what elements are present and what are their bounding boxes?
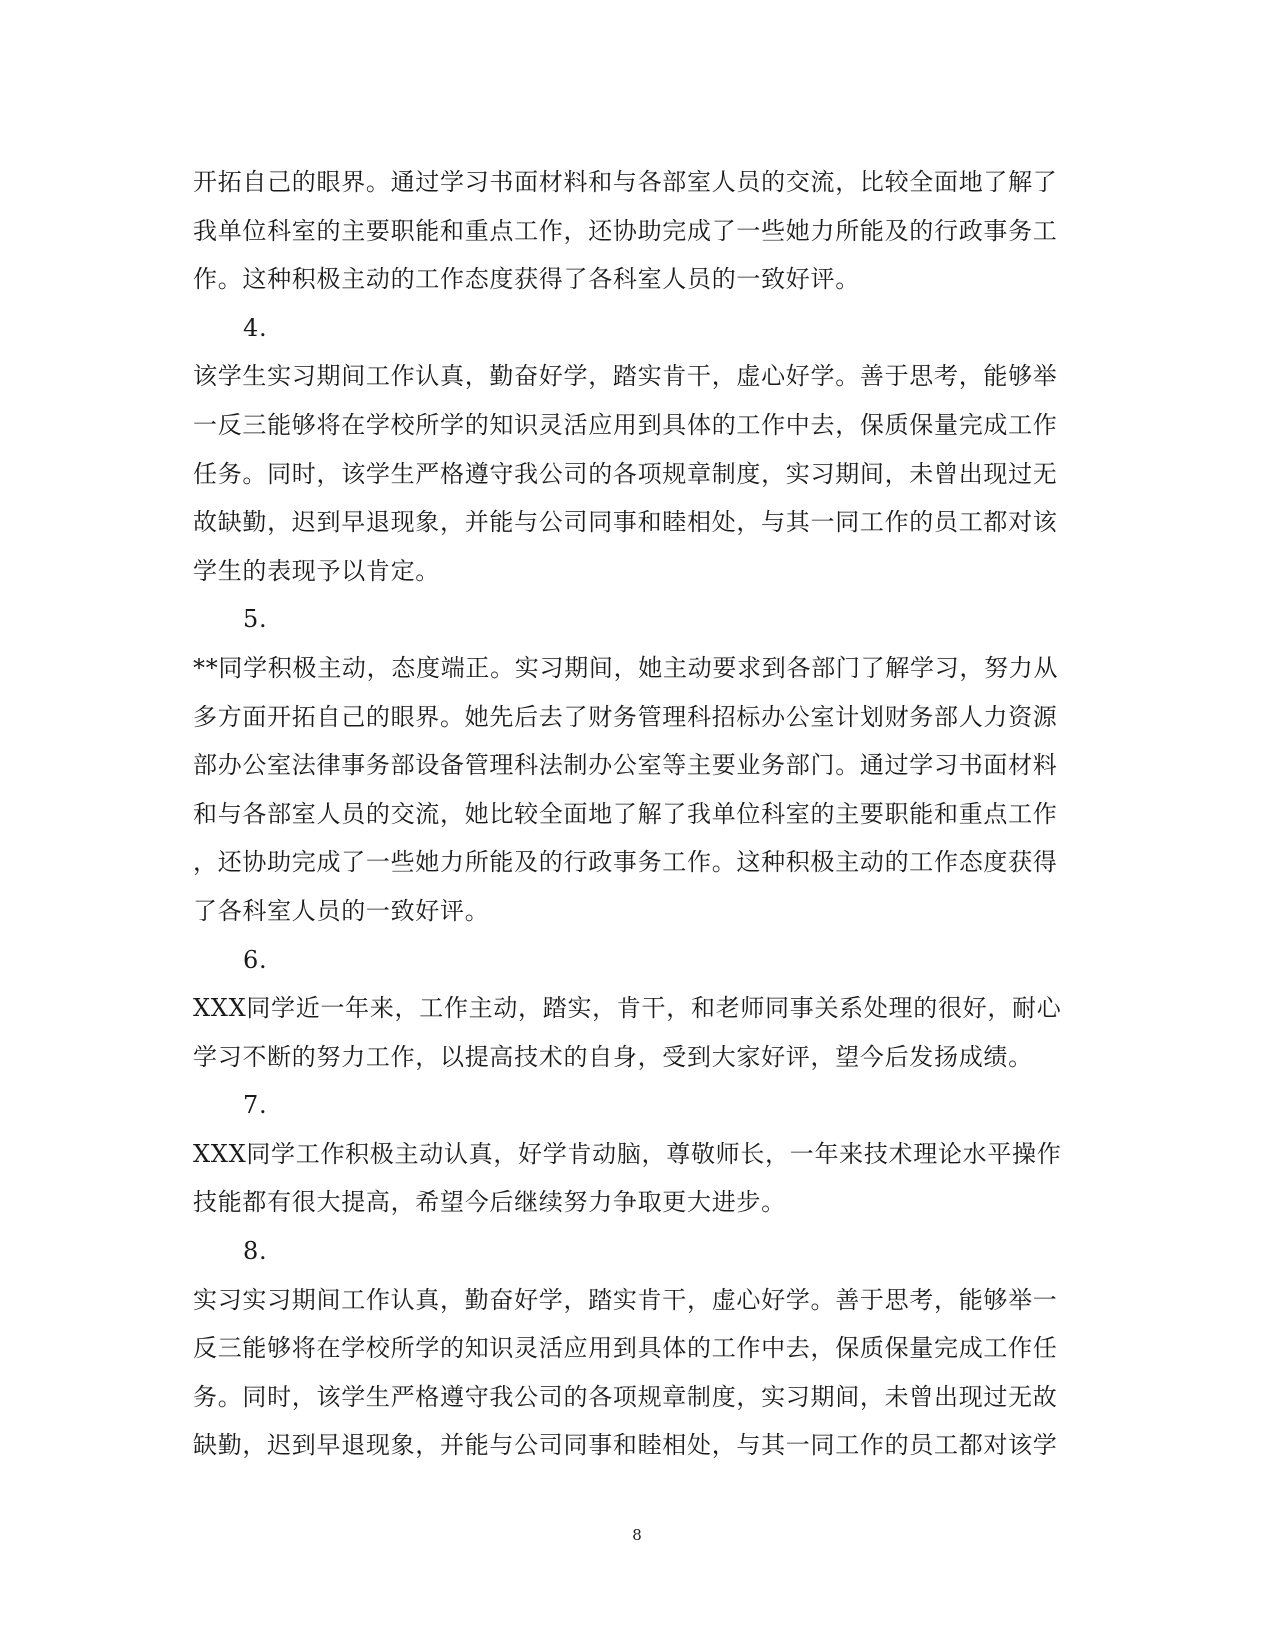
text-line: 部办公室法律事务部设备管理科法制办公室等主要业务部门。通过学习书面材料 [193,751,1058,780]
text-line: XXX同学近一年来，工作主动，踏实，肯干，和老师同事关系处理的很好，耐心 [193,994,1062,1023]
text-line: 学习不断的努力工作，以提高技术的自身，受到大家好评，望今后发扬成绩。 [193,1042,1033,1071]
text-line: 多方面开拓自己的眼界。她先后去了财务管理科招标办公室计划财务部人力资源 [193,702,1058,731]
text-line: 故缺勤，迟到早退现象，并能与公司同事和睦相处，与其一同工作的员工都对该 [193,508,1058,537]
text-line: 开拓自己的眼界。通过学习书面材料和与各部室人员的交流，比较全面地了解了 [193,168,1058,196]
text-line: 我单位科室的主要职能和重点工作，还协助完成了一些她力所能及的行政事务工 [193,216,1058,245]
text-line: 作。这种积极主动的工作态度获得了各科室人员的一致好评。 [193,265,860,294]
text-line: 一反三能够将在学校所学的知识灵活应用到具体的工作中去，保质保量完成工作 [193,410,1058,439]
item-number: 4. [243,313,268,342]
text-line: ，还协助完成了一些她力所能及的行政事务工作。这种积极主动的工作态度获得 [193,848,1058,877]
text-line: 和与各部室人员的交流，她比较全面地了解了我单位科室的主要职能和重点工作 [193,799,1058,828]
text-line: 任务。同时，该学生严格遵守我公司的各项规章制度，实习期间，未曾出现过无 [193,459,1058,488]
text-line: 技能都有很大提高，希望今后继续努力争取更大进步。 [193,1188,786,1217]
text-line: **同学积极主动，态度端正。实习期间，她主动要求到各部门了解学习，努力从 [193,653,1059,682]
document-body [193,158,1071,1470]
item-number: 7. [243,1091,268,1120]
text-line: 了各科室人员的一致好评。 [193,896,490,925]
text-line: 该学生实习期间工作认真，勤奋好学，踏实肯干，虚心好学。善于思考，能够举 [193,362,1058,391]
text-line: XXX同学工作积极主动认真，好学肯动脑，尊敬师长，一年来技术理论水平操作 [193,1139,1062,1168]
text-line: 实习实习期间工作认真，勤奋好学，踏实肯干，虚心好学。善于思考，能够举一 [193,1285,1058,1314]
page-number: 8 [632,1526,642,1544]
text-line: 务。同时，该学生严格遵守我公司的各项规章制度，实习期间，未曾出现过无故 [193,1382,1058,1411]
text-line: 学生的表现予以肯定。 [193,556,440,585]
item-number: 6. [243,945,268,974]
text-line: 反三能够将在学校所学的知识灵活应用到具体的工作中去，保质保量完成工作任 [193,1334,1058,1363]
item-number: 8. [243,1237,268,1266]
text-line: 缺勤，迟到早退现象，并能与公司同事和睦相处，与其一同工作的员工都对该学 [193,1431,1058,1460]
item-number: 5. [243,605,268,634]
